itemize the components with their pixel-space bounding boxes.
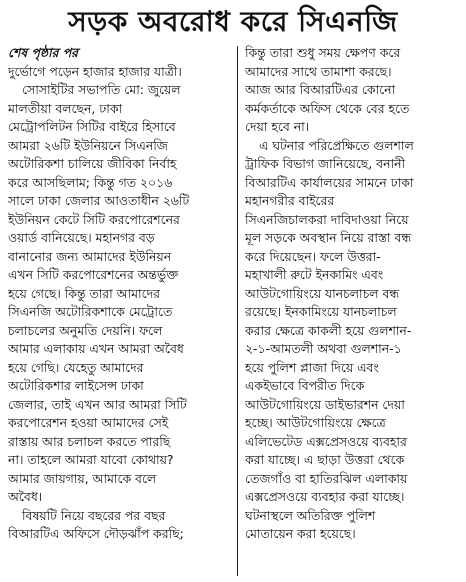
article-line: মহানগরীর বাইরের bbox=[245, 193, 335, 208]
article-line: করে আসছিলাম; কিন্তু গত ২০১৬ bbox=[8, 174, 173, 190]
article-line: দেয়া হবে না। bbox=[245, 119, 310, 134]
article-line: ওয়ার্ড বানিয়েছে। মহানগর বড় bbox=[8, 230, 155, 245]
article-line: এখন সিটি করপোরেশনের অন্তর্ভুক্ত bbox=[8, 267, 179, 282]
article-line: ২-১-আমতলী অথবা গুলশান-১ bbox=[245, 341, 402, 356]
article-line: সিএনজিচালকরা দাবিদাওয়া নিয়ে bbox=[245, 211, 409, 227]
article-line: করা যাচ্ছে। এ ছাড়া উত্তরা থেকে bbox=[245, 452, 405, 467]
article-line: হয়ে গেছে। কিন্তু তারা আমাদের bbox=[8, 285, 160, 301]
article-line: মোতায়েন করা হয়েছে। bbox=[245, 526, 356, 541]
article-line: আমরা ২৬টি ইউনিয়নে সিএনজি bbox=[8, 137, 168, 153]
article-line: এলিভেটেড এক্সপ্রেসওয়ে ব্যবহার bbox=[245, 433, 407, 449]
article-line: সোসাইটির সভাপতি মো: জুয়েল bbox=[22, 82, 181, 97]
article-line: চলাচলের অনুমতি দেয়নি। ফলে bbox=[8, 322, 163, 338]
article-line: তেজগাঁও বা হাতিরঝিল এলাকায় bbox=[245, 470, 408, 486]
article-line: মূল সড়কে অবস্থান নিয়ে রাস্তা বন্ধ bbox=[245, 230, 412, 245]
article-line: অটোরিকশার লাইসেন্স ঢাকা bbox=[8, 378, 144, 393]
article-line: দুর্ভোগে পড়েন হাজার হাজার যাত্রী। bbox=[8, 63, 182, 79]
article-line: সিএনজি অটোরিকশাকে মেট্রোতে bbox=[8, 304, 173, 319]
article-line: বিআরটিএ কার্যালয়ের সামনে ঢাকা bbox=[245, 174, 414, 190]
article-line: করে দিয়েছেন। ফলে উত্তরা- bbox=[245, 248, 381, 264]
article-line: বিষয়টি নিয়ে বছরের পর বছর bbox=[22, 507, 166, 523]
article-line: ঘটনাস্থলে অতিরিক্ত পুলিশ bbox=[245, 507, 376, 523]
article-line: আজ আর বিআরটিএর কোনো bbox=[245, 82, 396, 97]
article-line: হয়ে পুলিশ প্লাজা দিয়ে এবং bbox=[245, 359, 379, 375]
article-line: আমার এলাকায় এখন আমরা অবৈধ bbox=[8, 341, 184, 356]
article-line: মালতীয়া বলছেন, ঢাকা bbox=[8, 100, 123, 116]
article-line: অবৈধ। bbox=[8, 489, 43, 504]
article-line: আমাদের সাথে তামাশা করছে। bbox=[245, 63, 392, 79]
column-divider bbox=[237, 46, 238, 576]
article-line: আউটগোয়িংয়ে যানচলাচল বন্ধ bbox=[245, 285, 400, 301]
article-line: আমার জায়গায়, আমাকে বলে bbox=[8, 470, 157, 486]
left-column bbox=[8, 44, 229, 578]
article-line: বানানোর জন্য আমাদের ইউনিয়ন bbox=[8, 248, 172, 264]
article-line: সালে ঢাকা জেলার আওতাধীন ২৬টি bbox=[8, 193, 190, 208]
article-line: হয়ে গেছি। যেহেতু আমাদের bbox=[8, 359, 144, 375]
article-line: করার ক্ষেত্রে কাকলী হয়ে গুলশান- bbox=[245, 322, 412, 338]
article-line: আউটগোয়িংয়ে ডাইভারশন দেয়া bbox=[245, 396, 405, 412]
article-line: কর্মকর্তাকে অফিস থেকে বের হতে bbox=[245, 100, 410, 116]
article-line: কিন্তু তারা শুধু সময় ক্ষেপণ করে bbox=[245, 45, 401, 60]
article-line: ট্রাফিক বিভাগ জানিয়েছে, বনানী bbox=[245, 156, 406, 171]
article-line: রাস্তায় আর চলাচল করতে পারছি bbox=[8, 433, 171, 449]
article-line: হচ্ছে। আউটগোয়িংয়ে ক্ষেত্রে bbox=[245, 415, 386, 430]
article-line: রয়েছে। ইনকামিংয়ে যানচলাচল bbox=[245, 304, 397, 319]
headline: সড়ক অবরোধ করে সিএনজি bbox=[68, 5, 398, 38]
article-line: এক্সপ্রেসওয়ে ব্যবহার করা যাচ্ছে। bbox=[245, 489, 405, 504]
article-line: মেট্রোপলিটন সিটির বাইরে হিসাবে bbox=[8, 119, 176, 134]
article-line: জেলার, তাই এখন আর আমরা সিটি bbox=[8, 396, 187, 412]
article-line: মহাখালী রুটে ইনকামিং এবং bbox=[245, 267, 384, 282]
article-line: এ ঘটনার পরিপ্রেক্ষিতে গুলশাল bbox=[259, 137, 414, 153]
article-line: বিআরটিএ অফিসে দৌড়ঝাঁপ করছি; bbox=[8, 526, 184, 541]
continued-from-kicker: শেষ পৃষ্ঠার পর bbox=[8, 45, 78, 60]
right-column bbox=[245, 44, 458, 578]
article-line: একইভাবে বিপরীত দিকে bbox=[245, 378, 365, 393]
article-line: করপোরেশন হওয়া আমাদের সেই bbox=[8, 415, 169, 430]
article-line: না। তাহলে আমরা যাবো কোথায়? bbox=[8, 452, 174, 467]
article-line: অটোরিকশা চালিয়ে জীবিকা নির্বাহ bbox=[8, 156, 177, 171]
article-line: ইউনিয়ন কেটে সিটি করপোরেশনের bbox=[8, 211, 180, 227]
